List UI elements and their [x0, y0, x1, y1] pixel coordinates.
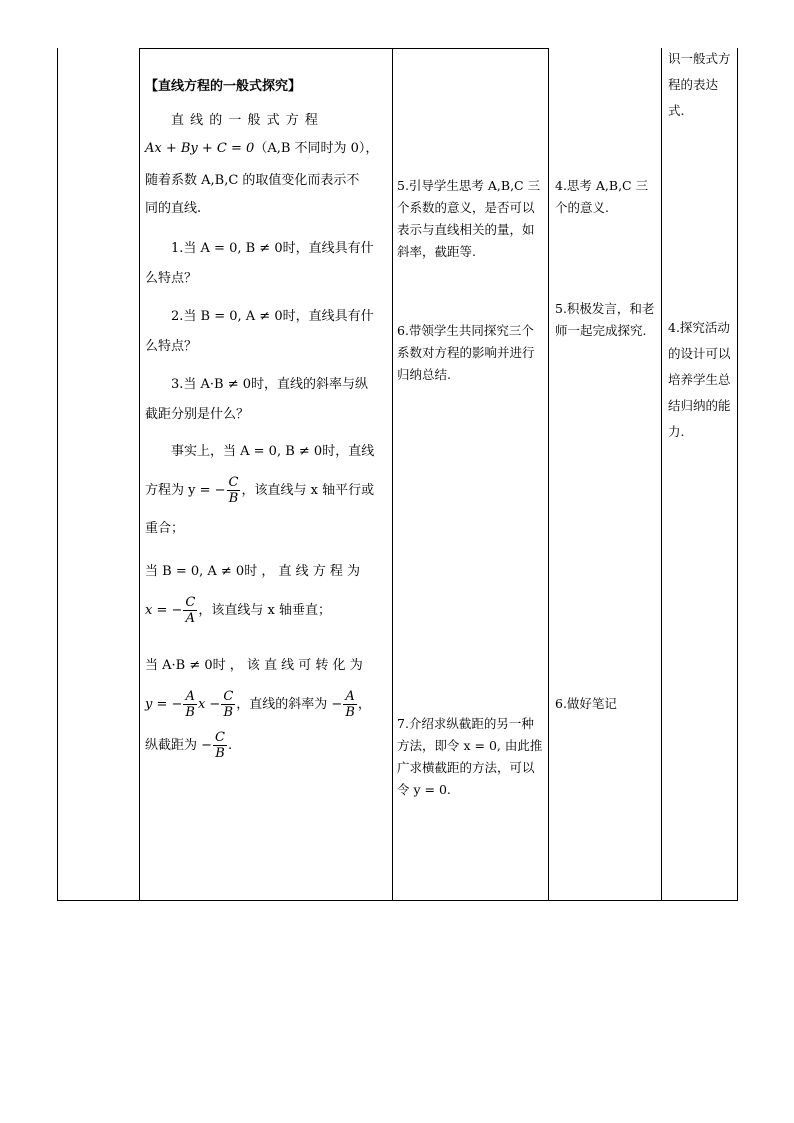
table-border-col3	[548, 48, 549, 901]
teacher-step-5: 5.引导学生思考 A,B,C 三个系数的意义，是否可以表示与直线相关的量，如斜率，截距等.	[397, 178, 541, 259]
question-2: 2.当 B = 0, A ≠ 0时，直线具有什 么特点？	[145, 309, 374, 354]
table-border-col2	[392, 48, 393, 901]
case-2-paragraph: 当 B = 0, A ≠ 0时 ， 直 线 方 程 为 x = − $\frac{C}{A}$ ，该直线与 x 轴垂直；	[145, 564, 360, 626]
fraction-intercept: $\frac{C}{B}$	[215, 730, 225, 761]
fraction-c-over-b: $\frac{C}{B}$	[228, 475, 239, 506]
table-border-right	[737, 48, 738, 901]
table-border-col1	[139, 48, 140, 901]
teacher-step-6: 6.带领学生共同探究三个系数对方程的影响并进行归纳总结.	[397, 323, 535, 382]
intro-paragraph: 直 线 的 一 般 式 方 程 Ax + By + C = 0（A,B 不同时为 0）， 随着系数 A,B,C 的取值变化而表示不 同的直线.	[145, 113, 379, 216]
section-heading: 【直线方程的一般式探究】	[145, 79, 302, 94]
table-border-top	[139, 48, 548, 49]
teacher-step-7: 7.介绍求纵截距的另一种方法，即令 x = 0, 由此推广求横截距的方法，可以令 y = 0.	[397, 716, 543, 797]
case-3-paragraph: 当 A·B ≠ 0时 ， 该 直 线 可 转 化 为 y = − $\frac{A}{B}$ x − $\frac{C}{B}$ ，直线的斜率为 − $\frac{A}{B}$ ， 纵截距为 − $\frac{C}{B}$ .	[145, 658, 371, 761]
table-border-left	[57, 48, 58, 901]
question-3: 3.当 A·B ≠ 0时，直线的斜率与纵 截距分别是什么？	[145, 377, 369, 422]
table-border-col4	[661, 48, 662, 901]
table-border-bottom	[57, 900, 738, 901]
design-intent-4: 4.探究活动的设计可以培养学生总结归纳的能力.	[668, 320, 731, 439]
fraction-c-over-a: $\frac{C}{A}$	[185, 595, 196, 626]
student-step-6: 6.做好笔记	[555, 696, 617, 711]
design-intent-top: 识一般式方程的表达式.	[668, 51, 731, 118]
fraction-a-over-b: $\frac{A}{B}$	[185, 689, 195, 720]
fact-paragraph: 事实上，当 A = 0, B ≠ 0时，直线 方程为 y = − $\frac{C}{B}$ ，该直线与 x 轴平行或 重合；	[145, 444, 375, 536]
student-step-5: 5.积极发言，和老师一起完成探究.	[555, 301, 655, 338]
student-step-4: 4.思考 A,B,C 三个的意义.	[555, 178, 649, 215]
fraction-slope: $\frac{A}{B}$	[345, 689, 355, 720]
fraction-c-over-b-2: $\frac{C}{B}$	[223, 689, 234, 720]
question-1: 1.当 A = 0, B ≠ 0时，直线具有什 么特点？	[145, 241, 374, 286]
